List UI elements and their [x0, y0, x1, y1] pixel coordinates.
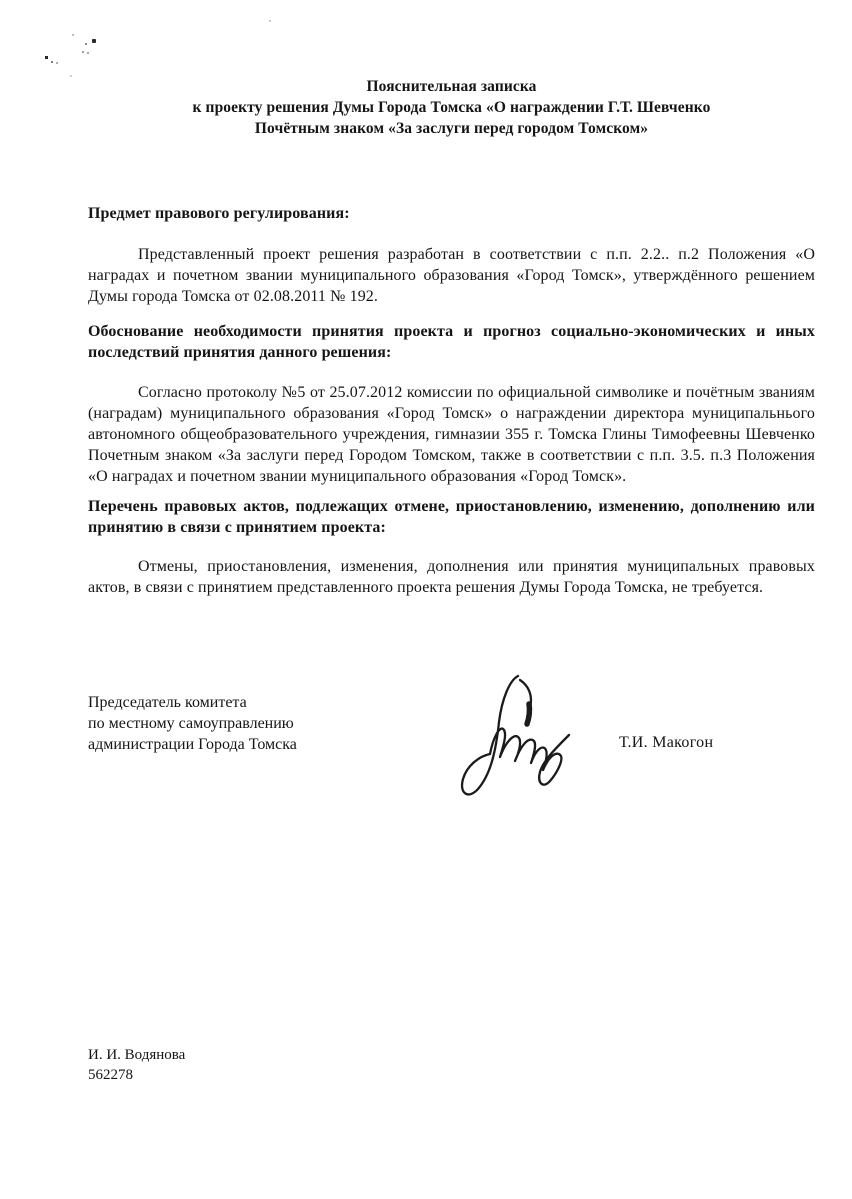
document-title-line: Пояснительная записка [366, 78, 537, 95]
signer-position-line: администрации Города Томска [88, 736, 297, 753]
scan-speck [82, 51, 84, 53]
scan-speck [45, 56, 48, 59]
document-footer [88, 1045, 185, 1085]
document-title-line: Почётным знаком «За заслуги перед городом Томском» [254, 120, 649, 137]
section-paragraph: Отмены, приостановления, изменения, дополнения или принятия муниципальных правовых актов, в связи с принятием представленного проекта решения Думы Города Томска, не требуется. [88, 558, 815, 596]
executor-phone: 562278 [88, 1067, 133, 1083]
section-paragraph: Согласно протоколу №5 от 25.07.2012 комиссии по официальной символике и почётным званиям (наградам) муниципального образования «Город Томск» о награждении директора муниципальнього автономного общеобразовательного учреждения, гимназии 355 г. Томска Глины Тимофеевны Шевченко Почетным знаком «За заслуги перед Городом Томском, также в соответствии с п.п. 3.5. п.3 Положения «О наградах и почетном звании муниципального образования «Город Томск». [88, 384, 815, 485]
scan-speck [85, 43, 87, 45]
section-heading-subject: Предмет правового регулирования: [88, 205, 350, 222]
scan-speck [70, 75, 72, 77]
signer-position-line: Председатель комитета [88, 694, 247, 711]
signature-block [88, 692, 815, 832]
scan-speck [72, 34, 74, 36]
executor-name: И. И. Водянова [88, 1047, 186, 1063]
document-title-line: к проекту решения Думы Города Томска «О награждении Г.Т. Шевченко [192, 99, 711, 116]
section-paragraph: Представленный проект решения разработан в соответствии с п.п. 2.2.. п.2 Положения «О наградах и почетном звании муниципального образования «Город Томск», утверждённого решением Думы города Томска от 02.08.2011 № 192. [88, 246, 815, 305]
section-heading-justification: Обоснование необходимости принятия проекта и прогноз социально-экономических и иных последствий принятия данного решения: [88, 323, 815, 361]
document-title [88, 0, 815, 139]
signer-position-line: по местному самоуправлению [88, 715, 294, 732]
signer-name: Т.И. Макогон [619, 734, 714, 751]
scan-speck [51, 61, 53, 63]
section-heading-acts-list: Перечень правовых актов, подлежащих отмене, приостановлению, изменению, дополнению или принятию в связи с принятием проекта: [88, 498, 815, 536]
handwritten-signature [430, 664, 590, 804]
scan-speck [56, 62, 58, 64]
